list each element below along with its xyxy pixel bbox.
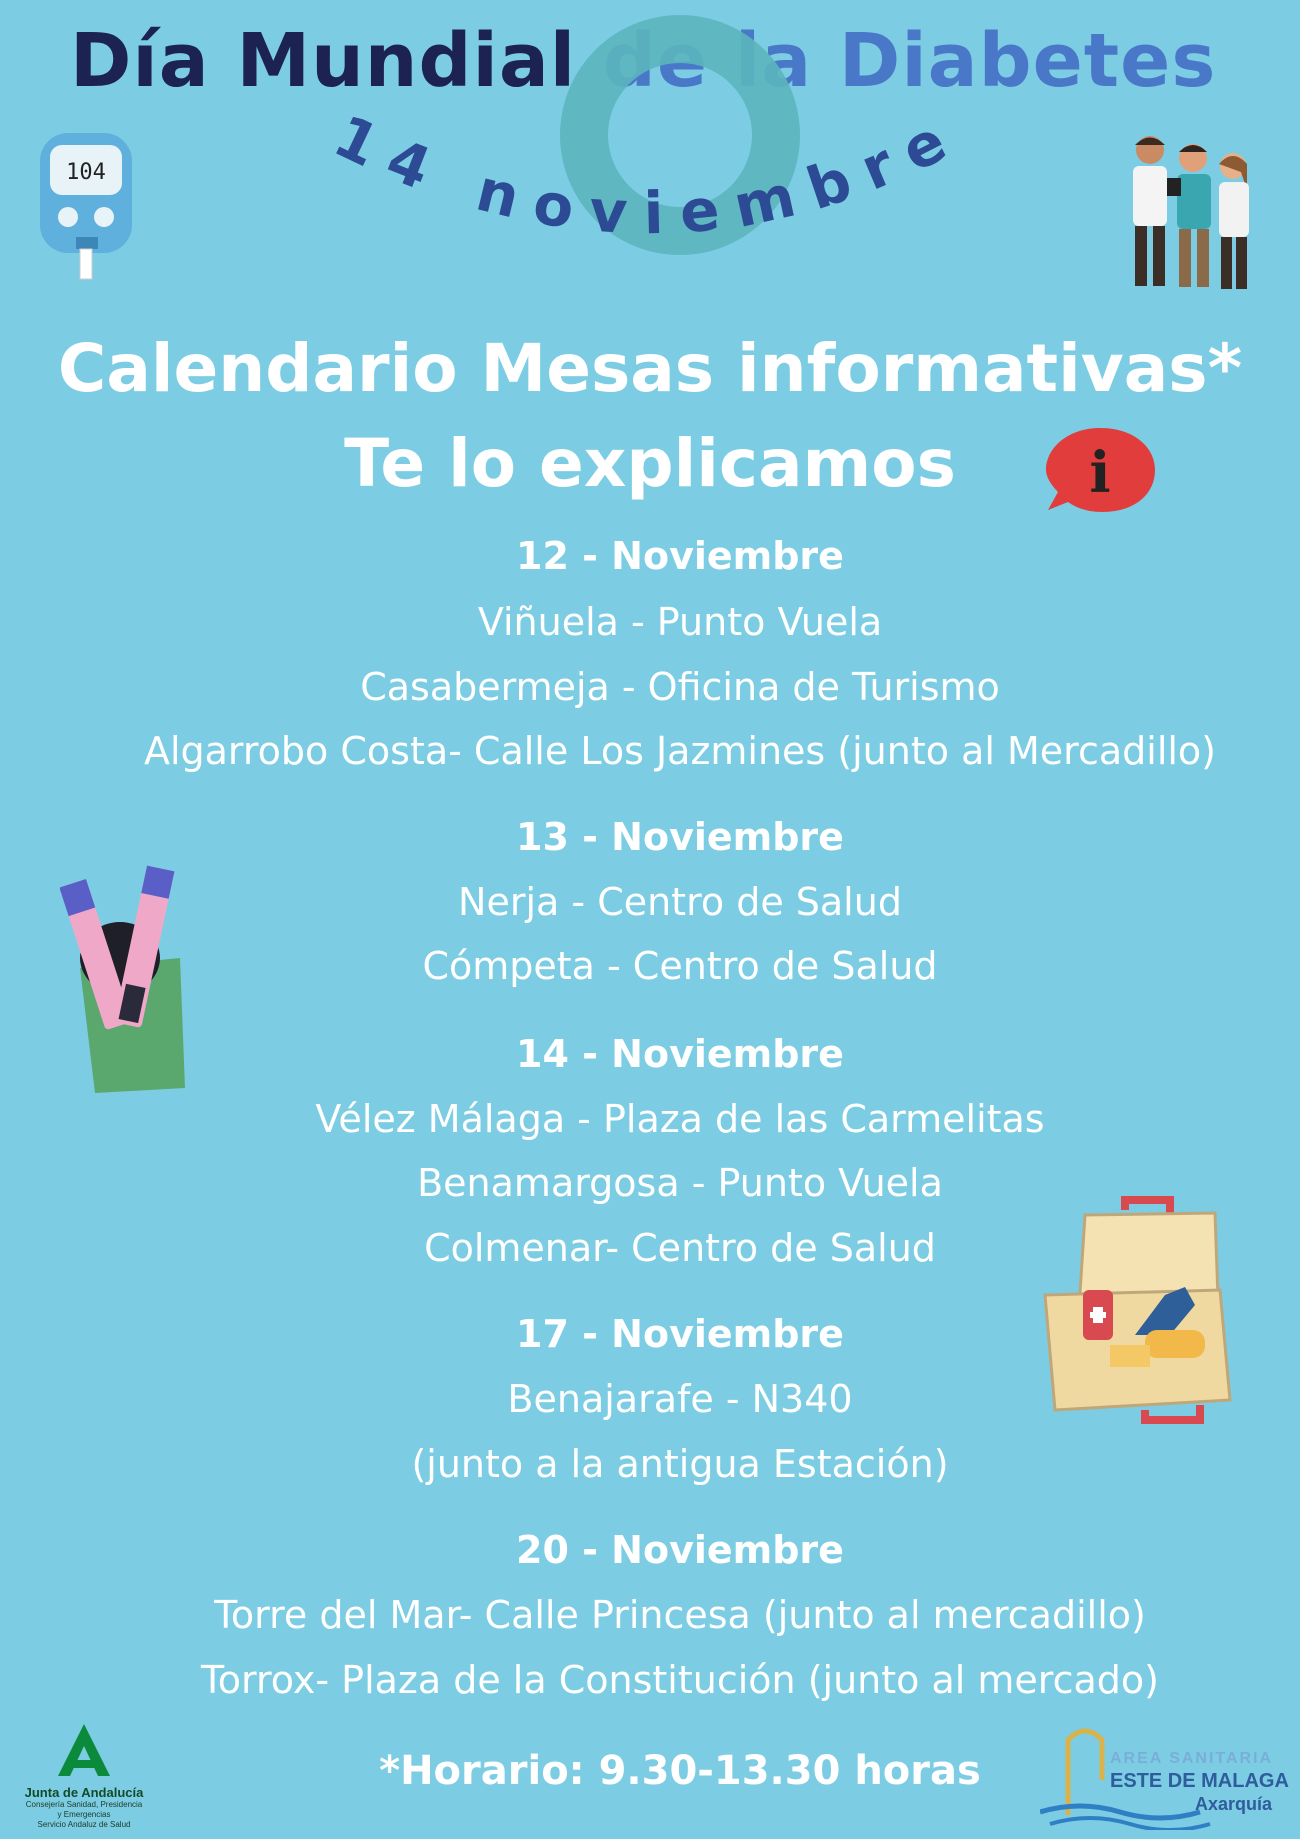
svg-text:i: i: [1089, 440, 1111, 506]
area-line-1: AREA SANITARIA: [1110, 1750, 1274, 1767]
day-20-heading: 20 - Noviembre: [516, 1528, 844, 1572]
location-item: Casabermeja - Oficina de Turismo: [360, 665, 1000, 709]
title-part-1: Día Mundial: [70, 18, 577, 104]
calendar-title: Calendario Mesas informativas*: [57, 330, 1243, 407]
location-item: Cómpeta - Centro de Salud: [422, 944, 938, 988]
junta-line-2: y Emergencias: [57, 1810, 111, 1819]
info-bubble-icon: [1040, 420, 1160, 520]
area-line-3: Axarquía: [1195, 1794, 1273, 1814]
junta-line-3: Servicio Andaluz de Salud: [37, 1820, 131, 1829]
location-item: Benajarafe - N340: [507, 1377, 853, 1421]
first-aid-kit-icon: [1035, 1195, 1235, 1430]
location-item: Colmenar- Centro de Salud: [424, 1226, 936, 1270]
day-13-heading: 13 - Noviembre: [516, 815, 844, 859]
glucometer-icon: [32, 125, 142, 285]
day-17-heading: 17 - Noviembre: [516, 1312, 844, 1356]
date-arc-text: 14 noviembre: [323, 98, 973, 248]
title-part-2: de la Diabetes: [602, 18, 1217, 104]
junta-andalucia-logo: [14, 1720, 154, 1830]
test-strips-icon: [60, 858, 200, 1098]
location-item: Benamargosa - Punto Vuela: [417, 1161, 943, 1205]
location-item: (junto a la antigua Estación): [411, 1442, 949, 1486]
schedule-hours-note: *Horario: 9.30-13.30 horas: [379, 1748, 981, 1794]
day-12-heading: 12 - Noviembre: [516, 534, 844, 578]
area-line-2: ESTE DE MALAGA: [1110, 1770, 1289, 1792]
medical-team-icon: [1105, 130, 1265, 305]
junta-name: Junta de Andalucía: [24, 1785, 144, 1800]
junta-emblem-icon: [54, 1720, 114, 1780]
location-item: Algarrobo Costa- Calle Los Jazmines (junto al Mercadillo): [143, 729, 1217, 773]
day-14-heading: 14 - Noviembre: [516, 1032, 844, 1076]
location-item: Torrox- Plaza de la Constitución (junto al mercado): [201, 1658, 1159, 1702]
calendar-subtitle: Te lo explicamos: [344, 425, 956, 502]
glucometer-reading: 104: [66, 160, 106, 185]
junta-line-1: Consejería Sanidad, Presidencia: [25, 1800, 143, 1809]
location-item: Torre del Mar- Calle Princesa (junto al mercadillo): [214, 1593, 1146, 1637]
location-item: Nerja - Centro de Salud: [458, 880, 902, 924]
area-sanitaria-logo: [1040, 1720, 1290, 1830]
location-item: Vélez Málaga - Plaza de las Carmelitas: [315, 1097, 1045, 1141]
location-item: Viñuela - Punto Vuela: [477, 600, 883, 644]
